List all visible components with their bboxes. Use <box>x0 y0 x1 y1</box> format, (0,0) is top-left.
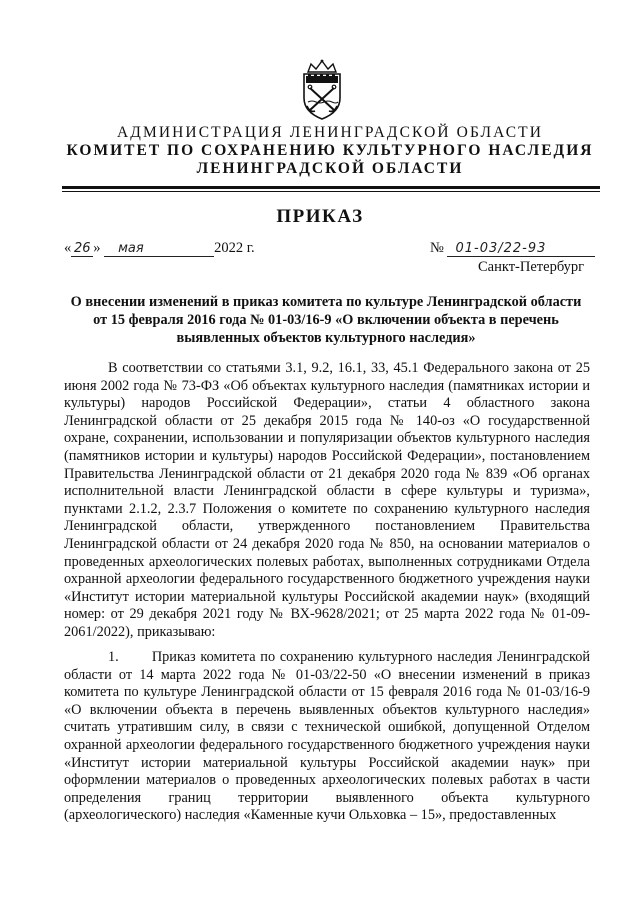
document-type-title: ПРИКАЗ <box>276 206 364 227</box>
org-line-administration: АДМИНИСТРАЦИЯ ЛЕНИНГРАДСКОЙ ОБЛАСТИ <box>117 124 543 141</box>
number-value: 01-03/22-93 <box>447 241 595 257</box>
date-year: 2022 г. <box>214 240 255 256</box>
date-month: мая <box>104 241 214 257</box>
order-date <box>64 240 255 257</box>
preamble-paragraph: В соответствии со статьями 3.1, 9.2, 16.1, 33, 45.1 Федерального закона от 25 июня 2002 года № 73-ФЗ «Об объектах культурного наследия (памятниках истории и культуры) народов Российской Федерации», статьи 4 областного закона Ленинградской области от 25 декабря 2015 года № 140-оз «О государственной охране, сохранении, использовании и популяризации объектов культурного наследия (памятников истории и культуры) народов Российской Федерации», постановлением Правительства Ленинградской области от 21 декабря 2020 года № 839 «Об органах исполнительной власти Ленинградской области в сфере культуры и туризма», пунктами 2.1.2, 2.3.7 Положения о комитете по сохранению культурного наследия Ленинградской области, утвержденного постановлением Правительства Ленинградской области от 24 декабря 2020 года № 850, на основании материалов о проведенных археологических полевых работах, выполненных сотрудниками Отдела охранной археологии федерального государственного бюджетного учреждения науки «Институт истории материальной культуры Российской академии наук» (входящий номер: от 29 декабря 2021 году № ВХ-9628/2021; от 25 марта 2022 года № 01-09-2061/2022), приказываю: <box>64 360 590 640</box>
coat-of-arms-icon <box>298 58 346 122</box>
org-line-region: ЛЕНИНГРАДСКОЙ ОБЛАСТИ <box>196 160 464 177</box>
date-close-quote: » <box>93 240 101 256</box>
org-line-committee: КОМИТЕТ ПО СОХРАНЕНИЮ КУЛЬТУРНОГО НАСЛЕДИЯ <box>66 142 594 159</box>
date-open-quote: « <box>64 240 72 256</box>
city-name: Санкт-Петербург <box>478 259 585 275</box>
order-number <box>430 240 595 257</box>
clause-1-paragraph: 1. Приказ комитета по сохранению культурного наследия Ленинградской области от 14 марта 2022 года № 01-03/22-50 «О внесении изменений в приказ комитета по культуре Ленинградской области от 15 февраля 2016 года № 01-03/16-9 «О включении объекта в перечень выявленных объектов культурного наследия» считать утратившим силу, в связи с технической ошибкой, допущенной Отделом охранной археологии федерального государственного бюджетного учреждения науки «Институт истории материальной культуры Российской академии наук» при оформлении материалов о проведенных археологических полевых работах в части определения границ территории выявленного объекта культурного (археологического) наследия «Каменные кучи Ольховка – 15», предоставленных <box>64 649 590 824</box>
number-prefix: № <box>430 240 444 256</box>
header-divider-thin <box>62 191 600 192</box>
header-divider-thick <box>62 186 600 189</box>
date-day: 26 <box>71 241 93 257</box>
order-heading: О внесении изменений в приказ комитета по культуре Ленинградской области от 15 февраля 2016 года № 01-03/16-9 «О включении объекта в перечень выявленных объектов культурного наследия» <box>70 294 582 346</box>
